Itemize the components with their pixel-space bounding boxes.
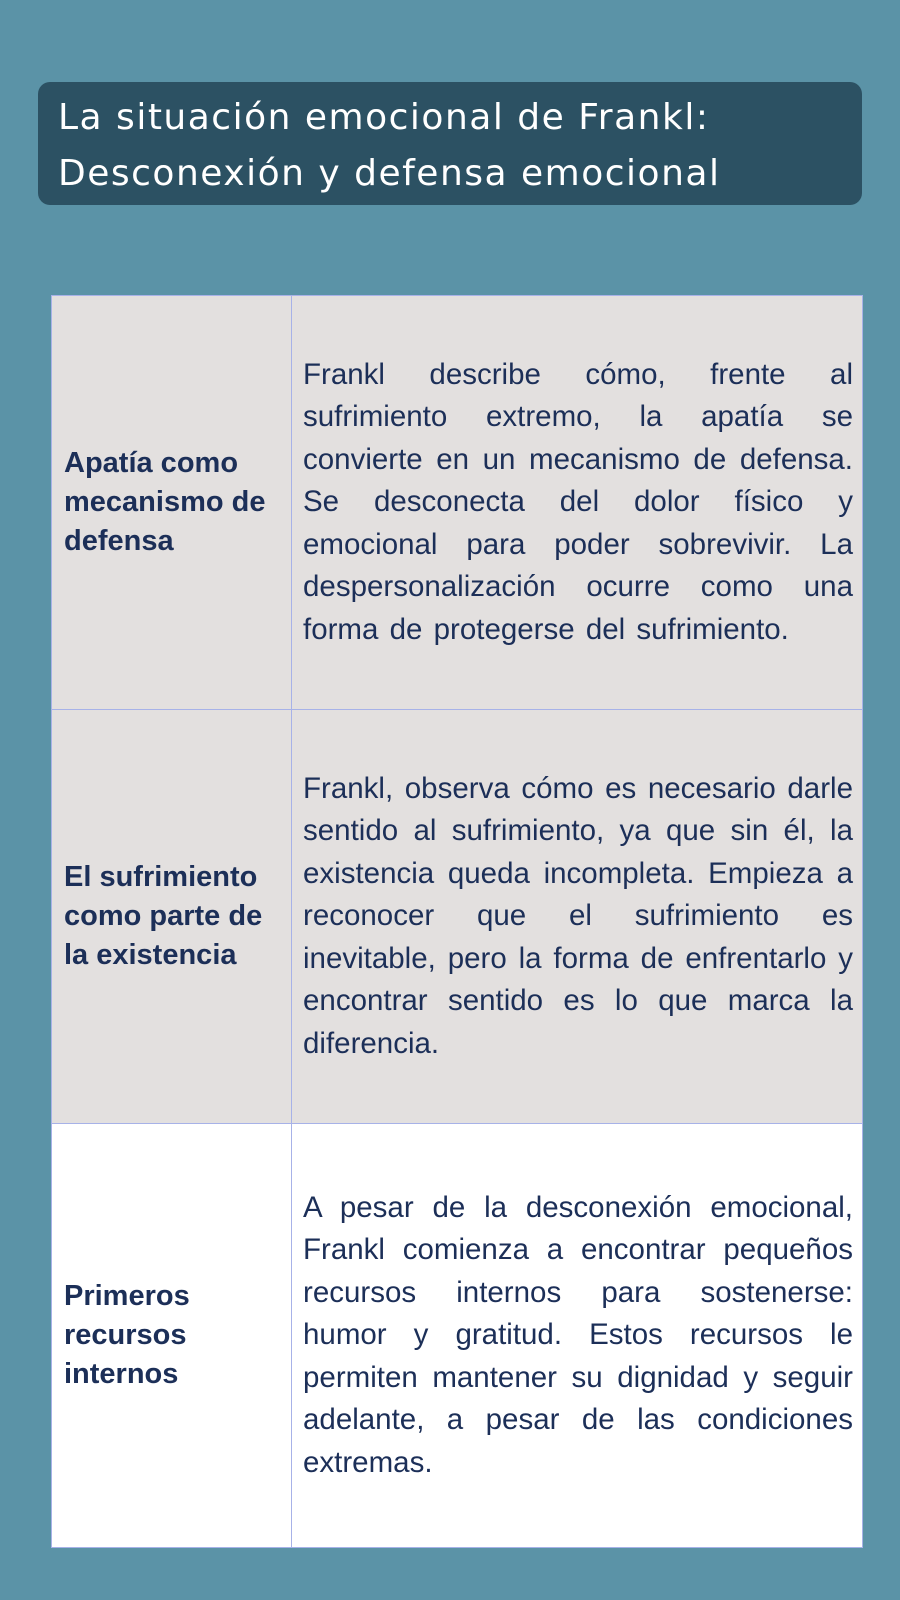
- info-table: [51, 295, 863, 1548]
- title-banner: [38, 82, 862, 205]
- page-title-line-1: La situación emocional de Frankl:: [58, 97, 710, 138]
- row-description: Frankl, observa cómo es necesario darle sentido al sufrimiento, ya que sin él, la existencia queda incompleta. Empieza a reconocer que el sufrimiento es inevitable, pero la forma de enfrentarlo y encontrar sentido es lo que marca la diferencia.: [292, 710, 863, 1124]
- row-label: Primeros recursos internos: [52, 1124, 292, 1548]
- table-row: [52, 296, 863, 710]
- row-description: Frankl describe cómo, frente al sufrimiento extremo, la apatía se convierte en un mecanismo de defensa. Se desconecta del dolor físico y emocional para poder sobrevivir. La despersonalización ocurre como una forma de protegerse del sufrimiento.: [292, 296, 863, 710]
- page-title-line-2: Desconexión y defensa emocional: [58, 153, 721, 194]
- row-label: El sufrimiento como parte de la existencia: [52, 710, 292, 1124]
- row-description: A pesar de la desconexión emocional, Frankl comienza a encontrar pequeños recursos internos para sostenerse: humor y gratitud. Estos recursos le permiten mantener su dignidad y seguir adelante, a pesar de las condiciones extremas.: [292, 1124, 863, 1548]
- table-row: [52, 1124, 863, 1548]
- table-row: [52, 710, 863, 1124]
- row-label: Apatía como mecanismo de defensa: [52, 296, 292, 710]
